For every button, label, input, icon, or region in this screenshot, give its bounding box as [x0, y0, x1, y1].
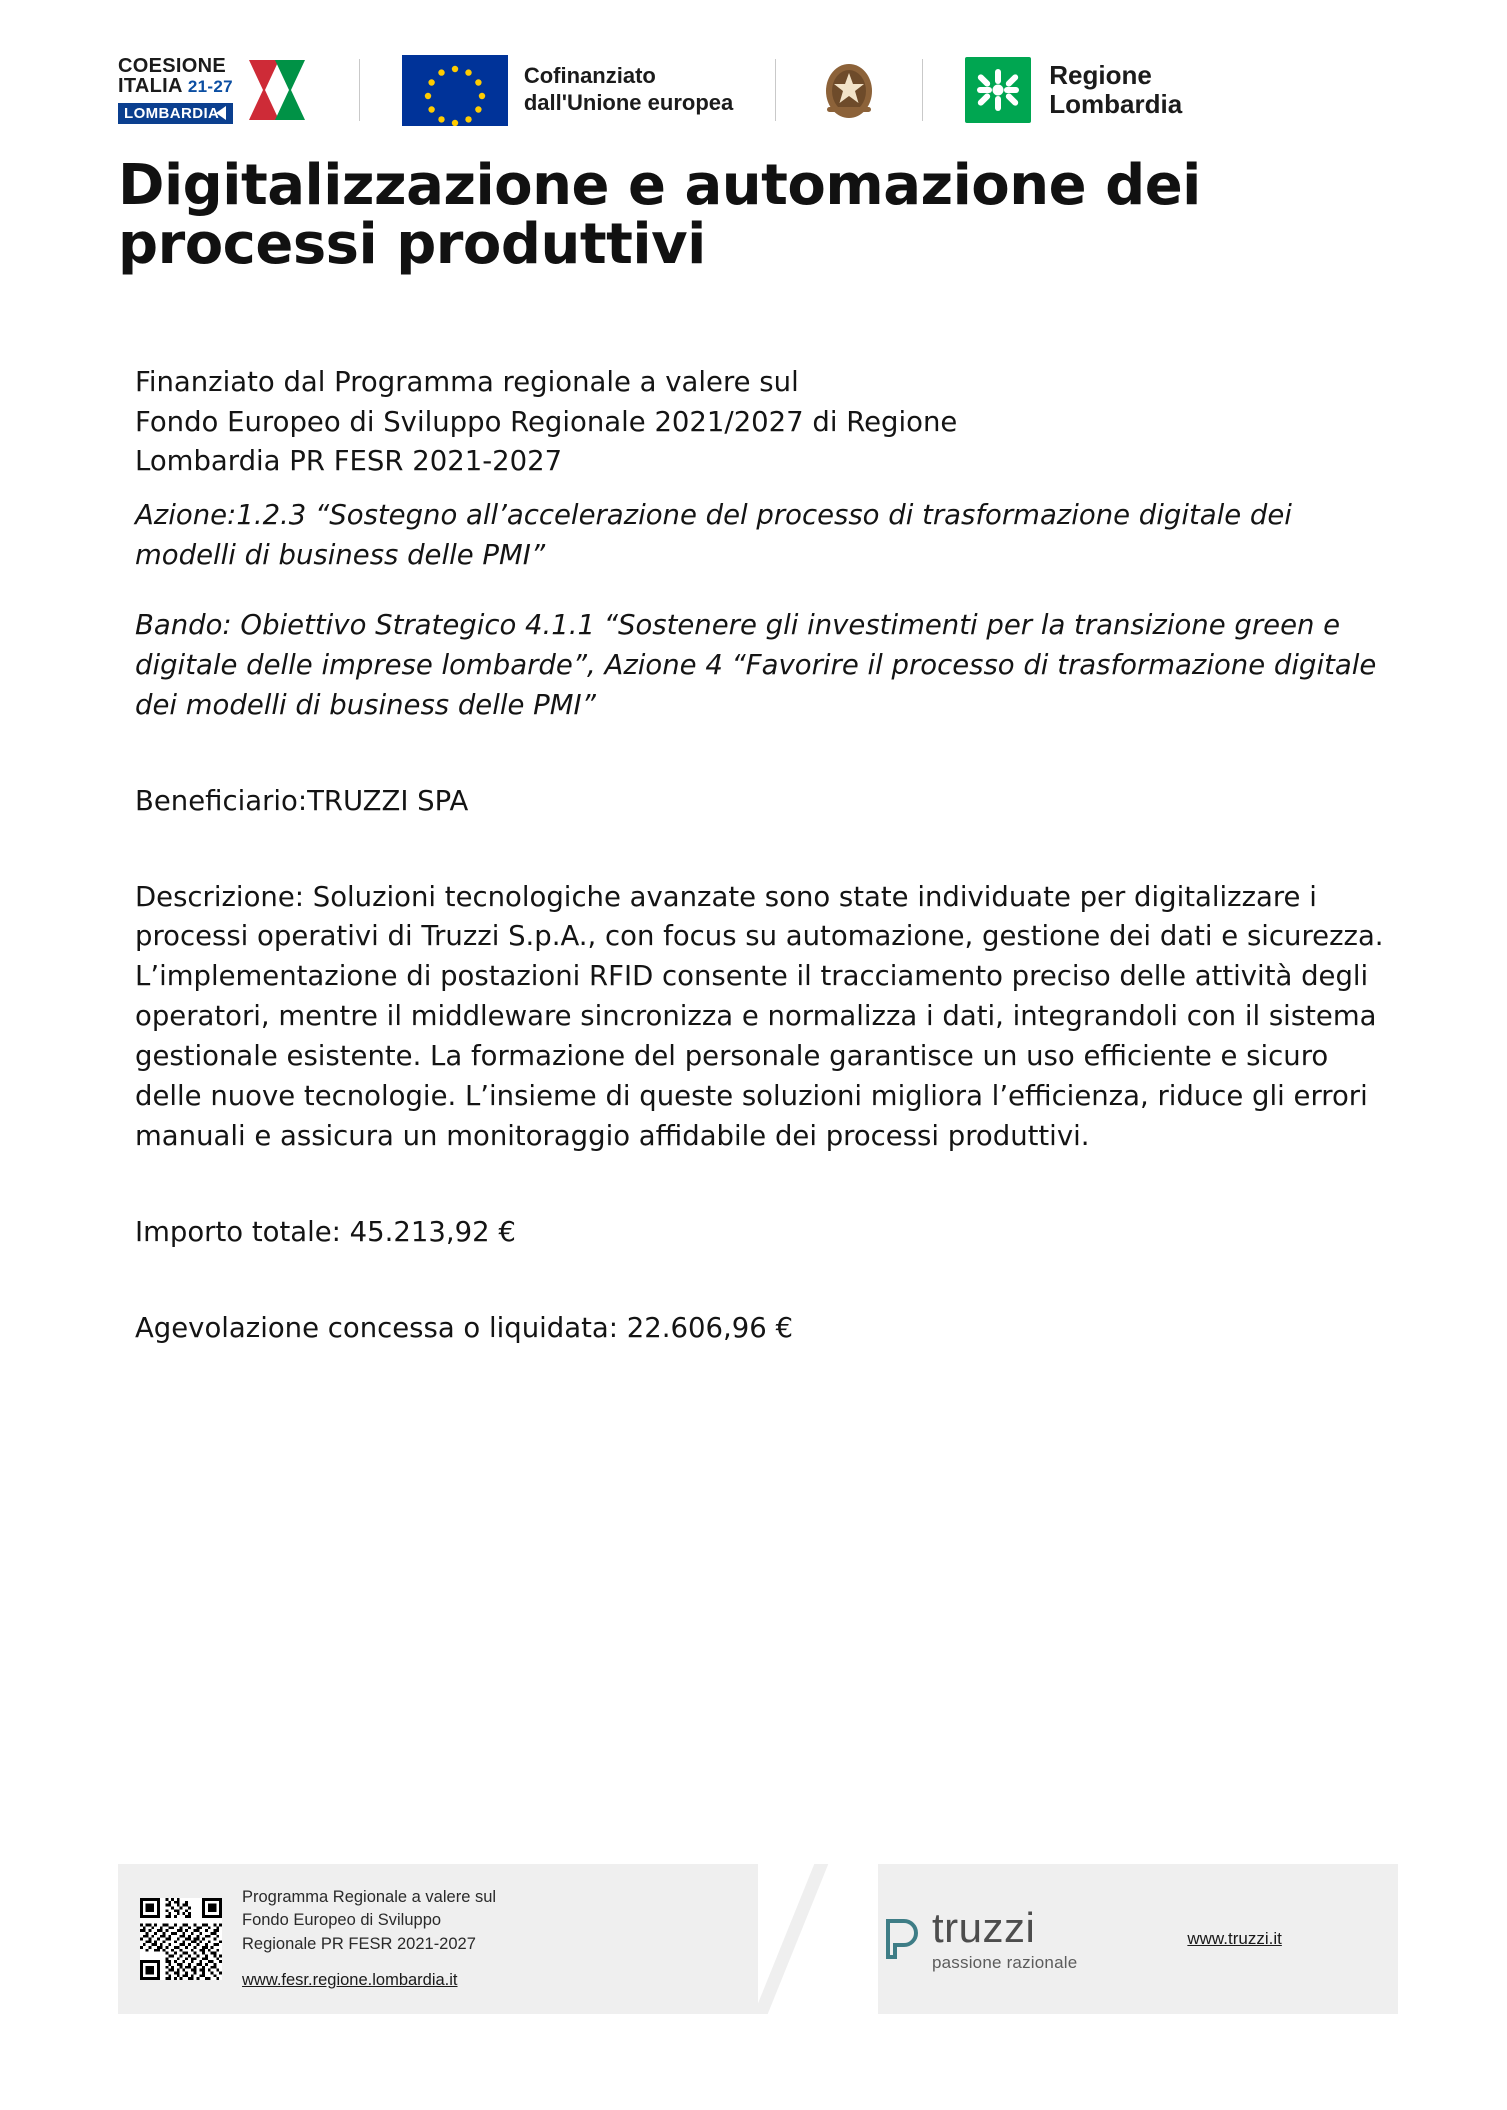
document-body	[135, 363, 1395, 1349]
qr-code-icon[interactable]	[140, 1898, 222, 1980]
beneficiario-line: Beneficiario:TRUZZI SPA	[135, 784, 469, 817]
azione-paragraph: Azione:1.2.3 “Sostegno all’accelerazione del processo di trasformazione digitale dei modelli di business delle PMI”	[135, 499, 1292, 572]
regione-lombardia-logo	[965, 57, 1182, 123]
logo-strip	[0, 0, 1507, 122]
logo-divider-1	[359, 59, 360, 121]
logo-divider-2	[775, 59, 776, 121]
footer	[118, 1864, 1398, 2014]
footer-program-line3: Regionale PR FESR 2021-2027	[242, 1934, 476, 1953]
repubblica-italiana-emblem	[818, 54, 880, 126]
truzzi-website-link[interactable]: www.truzzi.it	[1187, 1929, 1282, 1948]
descrizione-paragraph: Descrizione: Soluzioni tecnologiche avanzate sono state individuate per digitalizzare i processi operativi di Truzzi S.p.A., con focus su automazione, gestione dei dati e sicurezza. L’implementazione di postazioni RFID consente il tracciamento preciso delle attività degli operatori, mentre il middleware sincronizza e normalizza i dati, integrandoli con il sistema gestionale esistente. La formazione del personale garantisce un uso efficiente e sicuro delle nuove tecnologie. L’insieme di queste soluzioni migliora l’efficienza, riduce gli errori manuali e assicura un monitoraggio affidabile dei processi produttivi.	[135, 880, 1384, 1152]
truzzi-tagline: passione razionale	[932, 1953, 1078, 1972]
page-title: Digitalizzazione e automazione dei processi produttivi	[118, 153, 1201, 278]
spacer-3	[135, 1187, 1395, 1213]
truzzi-logo	[878, 1904, 1078, 1972]
italian-republic-emblem-icon	[818, 54, 880, 126]
european-union-cofinancing-logo	[402, 55, 733, 126]
italy-flag-chevrons-icon	[245, 54, 317, 126]
coesione-italia-lombardia-logo	[118, 54, 317, 126]
eu-flag-icon	[402, 55, 508, 126]
regione-line2: Lombardia	[1049, 89, 1183, 119]
spacer-4	[135, 1283, 1395, 1309]
bando-paragraph: Bando: Obiettivo Strategico 4.1.1 “Sostenere gli investimenti per la transizione green e digitale delle imprese lombarde”, Azione 4 “Favorire il processo di trasformazione digitale dei modelli di business delle PMI”	[135, 609, 1377, 721]
funding-line-3: Lombardia PR FESR 2021-2027	[135, 445, 563, 478]
agevolazione-line: Agevolazione concessa o liquidata: 22.606,96 €	[135, 1311, 793, 1344]
funding-line-2: Fondo Europeo di Sviluppo Regionale 2021/2027 di Regione	[135, 405, 958, 438]
lombardia-rose-icon	[965, 57, 1031, 123]
logo-divider-3	[922, 59, 923, 121]
footer-program-line2: Fondo Europeo di Sviluppo	[242, 1911, 442, 1930]
coesione-line1: COESIONE	[118, 54, 226, 77]
footer-program-line1: Programma Regionale a valere sul	[242, 1887, 497, 1906]
spacer-1	[135, 756, 1395, 782]
coesione-years: 21-27	[187, 77, 233, 97]
fesr-regione-link[interactable]: www.fesr.regione.lombardia.it	[242, 1970, 458, 1989]
eu-caption-line2: dall'Unione europea	[523, 90, 734, 115]
truzzi-mark-icon	[878, 1917, 922, 1961]
funding-line-1: Finanziato dal Programma regionale a valere sul	[135, 365, 799, 398]
truzzi-wordmark: truzzi	[932, 1904, 1036, 1951]
spacer-2	[135, 852, 1395, 878]
coesione-region-badge: LOMBARDIA	[118, 103, 233, 124]
coesione-line2: ITALIA	[118, 75, 183, 98]
eu-caption-line1: Cofinanziato	[523, 63, 656, 89]
footer-program-block	[118, 1864, 778, 2014]
footer-diagonal-divider	[758, 1864, 878, 2014]
regione-line1: Regione	[1049, 59, 1152, 90]
importo-totale-line: Importo totale: 45.213,92 €	[135, 1215, 516, 1248]
